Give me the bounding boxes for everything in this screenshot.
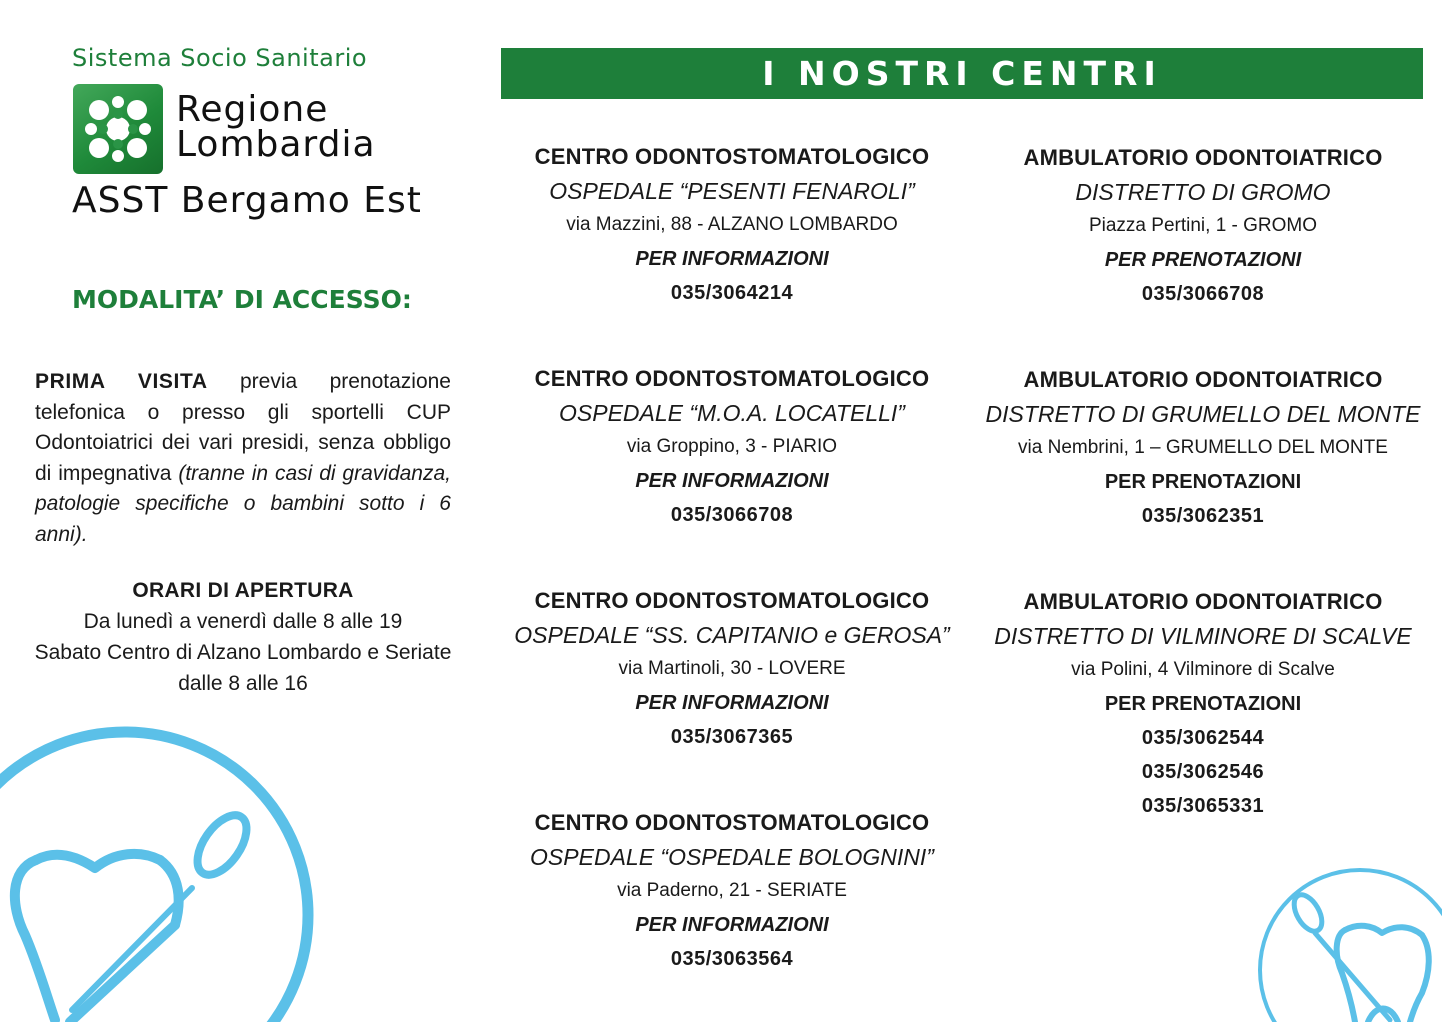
center-info-label: PER PRENOTAZIONI xyxy=(1104,693,1302,715)
center-card xyxy=(968,141,1438,311)
center-card xyxy=(497,362,967,532)
opening-hours xyxy=(30,575,456,699)
center-place: OSPEDALE “PESENTI FENAROLI” xyxy=(549,178,915,204)
center-card xyxy=(968,585,1438,823)
center-type: CENTRO ODONTOSTOMATOLOGICO xyxy=(534,588,930,613)
center-place: OSPEDALE “SS. CAPITANIO e GEROSA” xyxy=(514,622,950,648)
center-place: DISTRETTO DI GRUMELLO DEL MONTE xyxy=(985,401,1421,427)
asst-name: ASST Bergamo Est xyxy=(72,180,422,221)
region-name-line2: Lombardia xyxy=(176,124,376,165)
center-card xyxy=(968,363,1438,533)
brand-system-label: Sistema Socio Sanitario xyxy=(72,44,368,72)
center-phone: 035/3063564 xyxy=(670,948,794,970)
center-address: via Nembrini, 1 – GRUMELLO DEL MONTE xyxy=(1018,437,1388,458)
region-name xyxy=(176,89,376,165)
regione-lombardia-logo xyxy=(73,84,163,174)
center-place: OSPEDALE “OSPEDALE BOLOGNINI” xyxy=(530,844,934,870)
center-type: AMBULATORIO ODONTOIATRICO xyxy=(1023,367,1383,392)
center-type: CENTRO ODONTOSTOMATOLOGICO xyxy=(534,366,930,391)
hours-line: Da lunedì a venerdì dalle 8 alle 19 xyxy=(83,610,403,633)
center-phone: 035/3062544 xyxy=(1141,727,1265,749)
first-visit-text: previa prenotazione telefonica o presso gli sportelli CUP Odontoiatrici dei vari presidi, senza obbligo di impegnativa xyxy=(35,370,451,485)
tooth-mirror-decoration-small xyxy=(1250,855,1442,1022)
center-phone: 035/3065331 xyxy=(1141,795,1265,817)
center-phone: 035/3066708 xyxy=(670,504,794,526)
center-type: CENTRO ODONTOSTOMATOLOGICO xyxy=(534,144,930,169)
center-type: AMBULATORIO ODONTOIATRICO xyxy=(1023,589,1383,614)
center-info-label: PER INFORMAZIONI xyxy=(635,470,829,492)
hours-line: Sabato Centro di Alzano Lombardo e Seriate xyxy=(34,641,452,664)
center-info-label: PER PRENOTAZIONI xyxy=(1104,471,1302,493)
first-visit-label: PRIMA VISITA xyxy=(35,370,208,393)
center-place: DISTRETTO DI GROMO xyxy=(1075,179,1331,205)
center-card xyxy=(497,584,967,754)
access-title: MODALITA’ DI ACCESSO: xyxy=(72,285,412,314)
centers-banner: I NOSTRI CENTRI xyxy=(501,48,1423,99)
rose-camuna-icon xyxy=(73,84,163,174)
center-address: via Paderno, 21 - SERIATE xyxy=(617,880,847,901)
center-card xyxy=(497,806,967,976)
center-place: DISTRETTO DI VILMINORE DI SCALVE xyxy=(994,623,1412,649)
center-phone: 035/3066708 xyxy=(1141,283,1265,305)
center-phone: 035/3062351 xyxy=(1141,505,1265,527)
hours-title: ORARI DI APERTURA xyxy=(132,579,354,602)
center-address: Piazza Pertini, 1 - GROMO xyxy=(1088,215,1318,236)
center-info-label: PER INFORMAZIONI xyxy=(635,692,829,714)
center-info-label: PER PRENOTAZIONI xyxy=(1104,249,1302,271)
center-type: AMBULATORIO ODONTOIATRICO xyxy=(1023,145,1383,170)
center-phone: 035/3062546 xyxy=(1141,761,1265,783)
hours-line: dalle 8 alle 16 xyxy=(178,672,308,695)
center-address: via Groppino, 3 - PIARIO xyxy=(626,436,838,457)
first-visit-note: (tranne in casi di gravidanza, patologie specifiche o bambini sotto i 6 anni). xyxy=(35,461,451,546)
center-phone: 035/3067365 xyxy=(670,726,794,748)
center-info-label: PER INFORMAZIONI xyxy=(635,914,829,936)
center-place: OSPEDALE “M.O.A. LOCATELLI” xyxy=(559,400,905,426)
center-address: via Martinoli, 30 - LOVERE xyxy=(618,658,846,679)
center-info-label: PER INFORMAZIONI xyxy=(635,248,829,270)
center-type: CENTRO ODONTOSTOMATOLOGICO xyxy=(534,810,930,835)
center-address: via Polini, 4 Vilminore di Scalve xyxy=(1071,659,1335,680)
first-visit-paragraph xyxy=(35,367,451,551)
center-phone: 035/3064214 xyxy=(670,282,794,304)
region-name-line1: Regione xyxy=(176,89,329,130)
tooth-mirror-decoration-large xyxy=(0,710,330,1022)
center-card xyxy=(497,140,967,310)
center-address: via Mazzini, 88 - ALZANO LOMBARDO xyxy=(566,214,898,235)
